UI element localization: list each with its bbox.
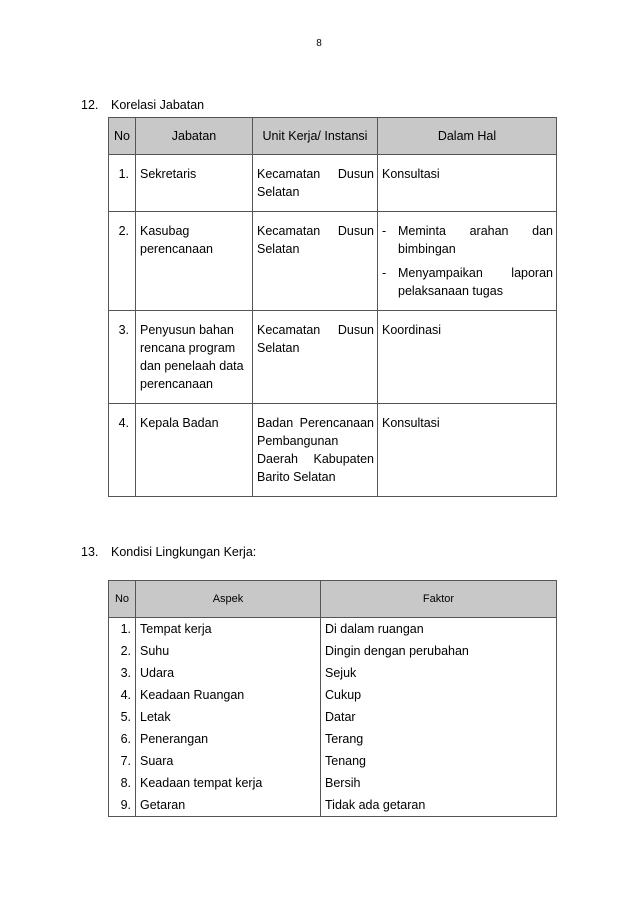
row-faktor: Bersih <box>321 772 557 794</box>
header-faktor: Faktor <box>321 581 557 618</box>
row-faktor: Cukup <box>321 684 557 706</box>
row-unit: Kecamatan Dusun Selatan <box>253 311 378 404</box>
section-title: Kondisi Lingkungan Kerja: <box>111 545 257 559</box>
section-title: Korelasi Jabatan <box>111 98 205 112</box>
row-faktor: Tenang <box>321 750 557 772</box>
row-jabatan: Penyusun bahan rencana program dan penelaah data perencanaan <box>136 311 253 404</box>
row-no: 6. <box>109 728 136 750</box>
header-aspek: Aspek <box>136 581 321 618</box>
table-row <box>109 311 557 404</box>
row-faktor: Terang <box>321 728 557 750</box>
row-hal: Konsultasi <box>378 155 557 212</box>
row-no: 4. <box>109 684 136 706</box>
table-row <box>109 212 557 311</box>
row-faktor: Sejuk <box>321 662 557 684</box>
row-hal: Koordinasi <box>378 311 557 404</box>
row-aspek: Letak <box>136 706 321 728</box>
row-no: 3. <box>109 311 136 404</box>
row-no: 2. <box>109 640 136 662</box>
header-unit-kerja: Unit Kerja/ Instansi <box>253 118 378 155</box>
header-no: No <box>109 118 136 155</box>
korelasi-jabatan-table <box>108 117 557 497</box>
table-row <box>109 618 557 641</box>
row-faktor: Dingin dengan perubahan <box>321 640 557 662</box>
row-no: 3. <box>109 662 136 684</box>
row-unit: Badan Perencanaan Pembangunan Daerah Kabupaten Barito Selatan <box>253 404 378 497</box>
table-header-row <box>109 581 557 618</box>
row-no: 5. <box>109 706 136 728</box>
row-faktor: Tidak ada getaran <box>321 794 557 817</box>
row-no: 7. <box>109 750 136 772</box>
row-no: 1. <box>109 618 136 641</box>
row-no: 8. <box>109 772 136 794</box>
table-row <box>109 750 557 772</box>
row-aspek: Suhu <box>136 640 321 662</box>
row-aspek: Getaran <box>136 794 321 817</box>
row-aspek: Keadaan tempat kerja <box>136 772 321 794</box>
row-aspek: Udara <box>136 662 321 684</box>
table-row <box>109 155 557 212</box>
page-number: 8 <box>316 38 322 49</box>
row-no: 1. <box>109 155 136 212</box>
row-jabatan: Kasubag perencanaan <box>136 212 253 311</box>
row-faktor: Datar <box>321 706 557 728</box>
table-row <box>109 640 557 662</box>
row-unit: Kecamatan Dusun Selatan <box>253 212 378 311</box>
row-aspek: Tempat kerja <box>136 618 321 641</box>
header-dalam-hal: Dalam Hal <box>378 118 557 155</box>
table-row <box>109 794 557 817</box>
row-unit: Kecamatan Dusun Selatan <box>253 155 378 212</box>
table-row <box>109 728 557 750</box>
list-item: - Meminta arahan dan bimbingan <box>382 224 553 256</box>
row-aspek: Suara <box>136 750 321 772</box>
section-number: 13. <box>81 545 99 559</box>
table-row <box>109 404 557 497</box>
kondisi-lingkungan-table <box>108 580 557 817</box>
row-no: 4. <box>109 404 136 497</box>
table-row <box>109 684 557 706</box>
table-row <box>109 706 557 728</box>
list-item: - Menyampaikan laporan pelaksanaan tugas <box>382 266 553 298</box>
section-13-heading <box>81 545 256 559</box>
table-row <box>109 772 557 794</box>
row-aspek: Keadaan Ruangan <box>136 684 321 706</box>
row-faktor: Di dalam ruangan <box>321 618 557 641</box>
row-jabatan: Kepala Badan <box>136 404 253 497</box>
row-jabatan: Sekretaris <box>136 155 253 212</box>
section-12-heading <box>81 98 204 112</box>
table-row <box>109 662 557 684</box>
section-number: 12. <box>81 98 99 112</box>
header-jabatan: Jabatan <box>136 118 253 155</box>
row-hal: Konsultasi <box>378 404 557 497</box>
row-no: 2. <box>109 212 136 311</box>
row-aspek: Penerangan <box>136 728 321 750</box>
table-header-row <box>109 118 557 155</box>
header-no: No <box>109 581 136 618</box>
row-no: 9. <box>109 794 136 817</box>
row-hal <box>378 212 557 311</box>
